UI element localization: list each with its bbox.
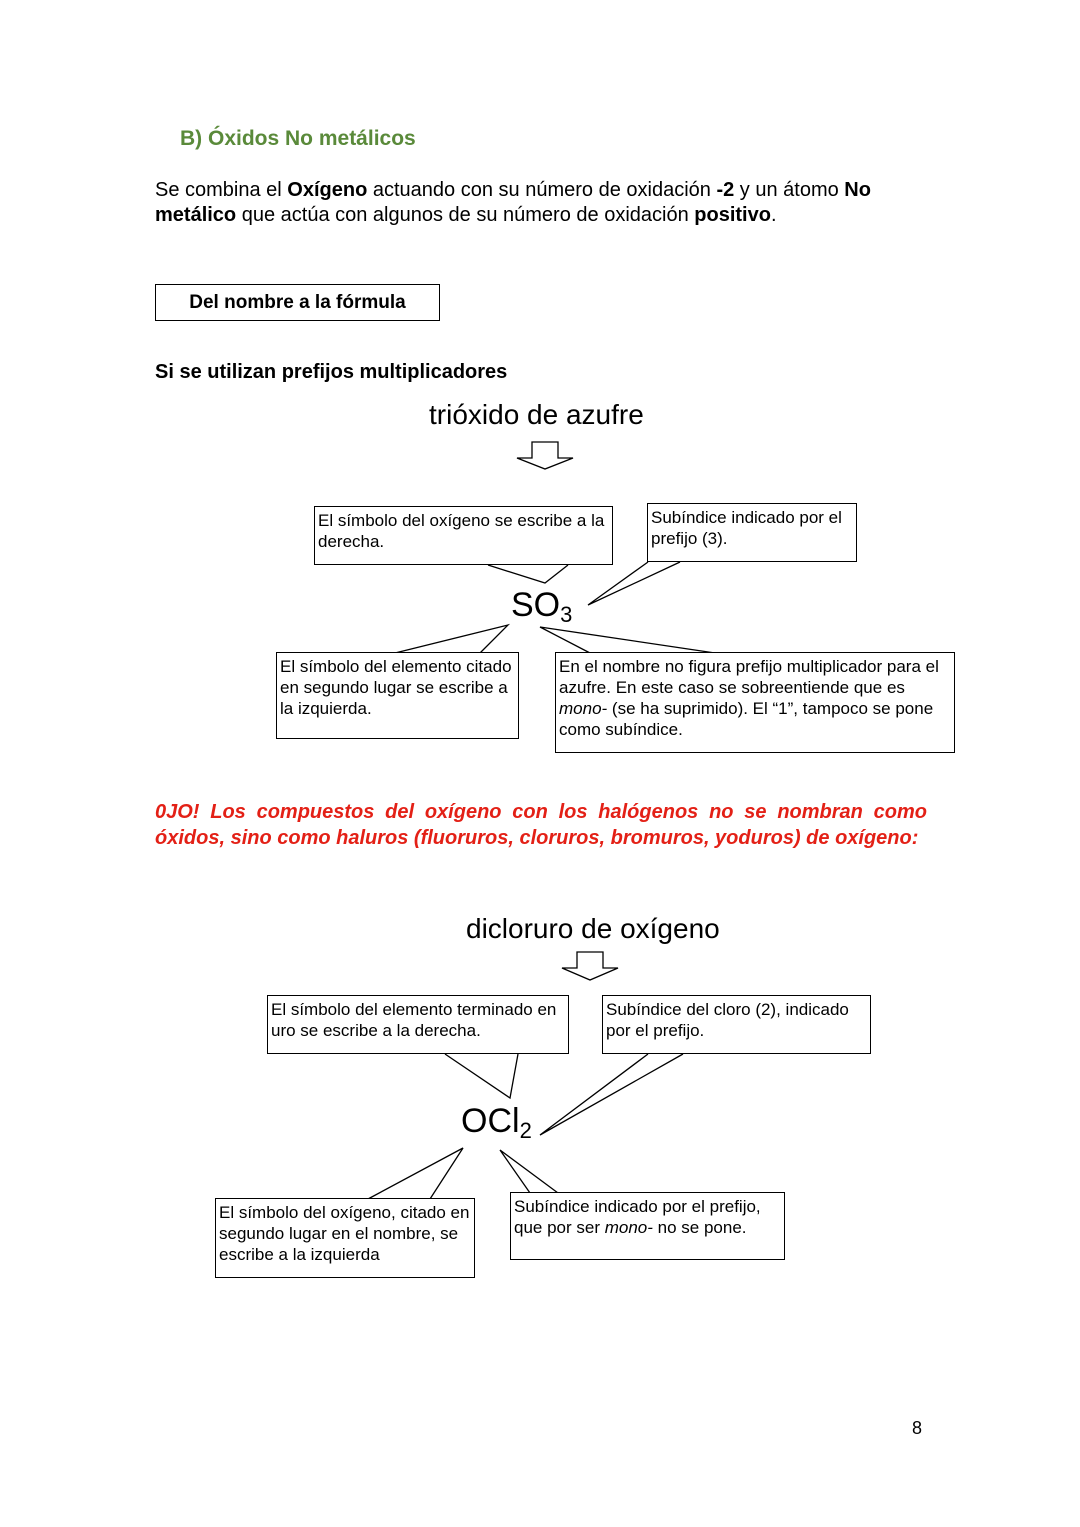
example1-no-prefix-mono: mono- [559,699,608,718]
pointer-top-left-1 [488,565,568,583]
prefix-subheading: Si se utilizan prefijos multiplicadores [155,361,508,383]
pointer-top-left-2 [445,1054,518,1098]
example2-name: dicloruro de oxígeno [466,913,720,944]
example2-callout-oxygen-left: El símbolo del oxígeno, citado en segundo lugar en el nombre, se escribe a la izquierda [215,1198,475,1278]
intro-no-metal: No metálico [155,179,871,226]
halogen-warning: 0JO! Los compuestos del oxígeno con los halógenos no se nombran como óxidos, sino como haluros (fluoruros, cloruros, bromuros, yoduros) de oxígeno: [155,801,927,849]
intro-oxygen: Oxígeno [287,179,368,201]
name-to-formula-label: Del nombre a la fórmula [155,284,440,321]
example1-formula [511,586,572,628]
pointer-bottom-right-2 [500,1150,558,1193]
example1-no-prefix-text-b: (se ha suprimido). El “1”, tampoco se pone como subíndice. [559,699,934,739]
page-number: 8 [912,1418,923,1438]
example2-mono-text-b: no se pone. [652,1218,747,1237]
example2-mono-text-a: Subíndice indicado por el prefijo, que por ser [514,1197,761,1237]
example1-callout-element-left: El símbolo del elemento citado en segundo lugar se escribe a la izquierda. [276,652,519,739]
intro-positive: positivo [694,204,771,226]
example1-formula-main: SO [511,586,561,624]
pointer-top-right-1 [588,562,680,605]
down-arrow-icon [562,952,618,980]
example2-formula-subscript: 2 [519,1118,532,1143]
pointer-bottom-left-2 [368,1148,463,1199]
example1-name: trióxido de azufre [429,399,644,430]
example1-callout-no-prefix [555,652,955,753]
example2-callout-uro-right: El símbolo del elemento terminado en uro se escribe a la derecha. [267,995,569,1054]
example2-formula-main: OCl [461,1102,520,1140]
example1-callout-oxygen-right: El símbolo del oxígeno se escribe a la derecha. [314,506,613,565]
intro-text-5: . [770,204,777,226]
example1-no-prefix-text-a: En el nombre no figura prefijo multiplicador para el azufre. En este caso se sobreentiende que es [559,657,939,697]
intro-text-3: y un átomo [734,179,845,201]
pointer-bottom-right-1 [540,627,715,653]
pointer-bottom-left-1 [395,625,508,653]
down-arrow-icon [517,442,573,469]
example1-formula-subscript: 3 [560,602,573,627]
intro-text-4: que actúa con algunos de su número de oxidación [236,204,695,226]
example2-formula [461,1102,532,1144]
example2-mono-word: mono- [604,1218,653,1237]
intro-text-1: Se combina el [155,179,288,201]
section-title: B) Óxidos No metálicos [180,127,416,150]
example2-callout-mono-subscript [510,1192,785,1260]
example1-callout-subscript: Subíndice indicado por el prefijo (3). [647,503,857,562]
pointer-top-right-2 [540,1054,683,1135]
example2-callout-chlorine-subscript: Subíndice del cloro (2), indicado por el prefijo. [602,995,871,1054]
intro-oxidation-number: -2 [716,179,735,201]
intro-text-2: actuando con su número de oxidación [367,179,717,201]
